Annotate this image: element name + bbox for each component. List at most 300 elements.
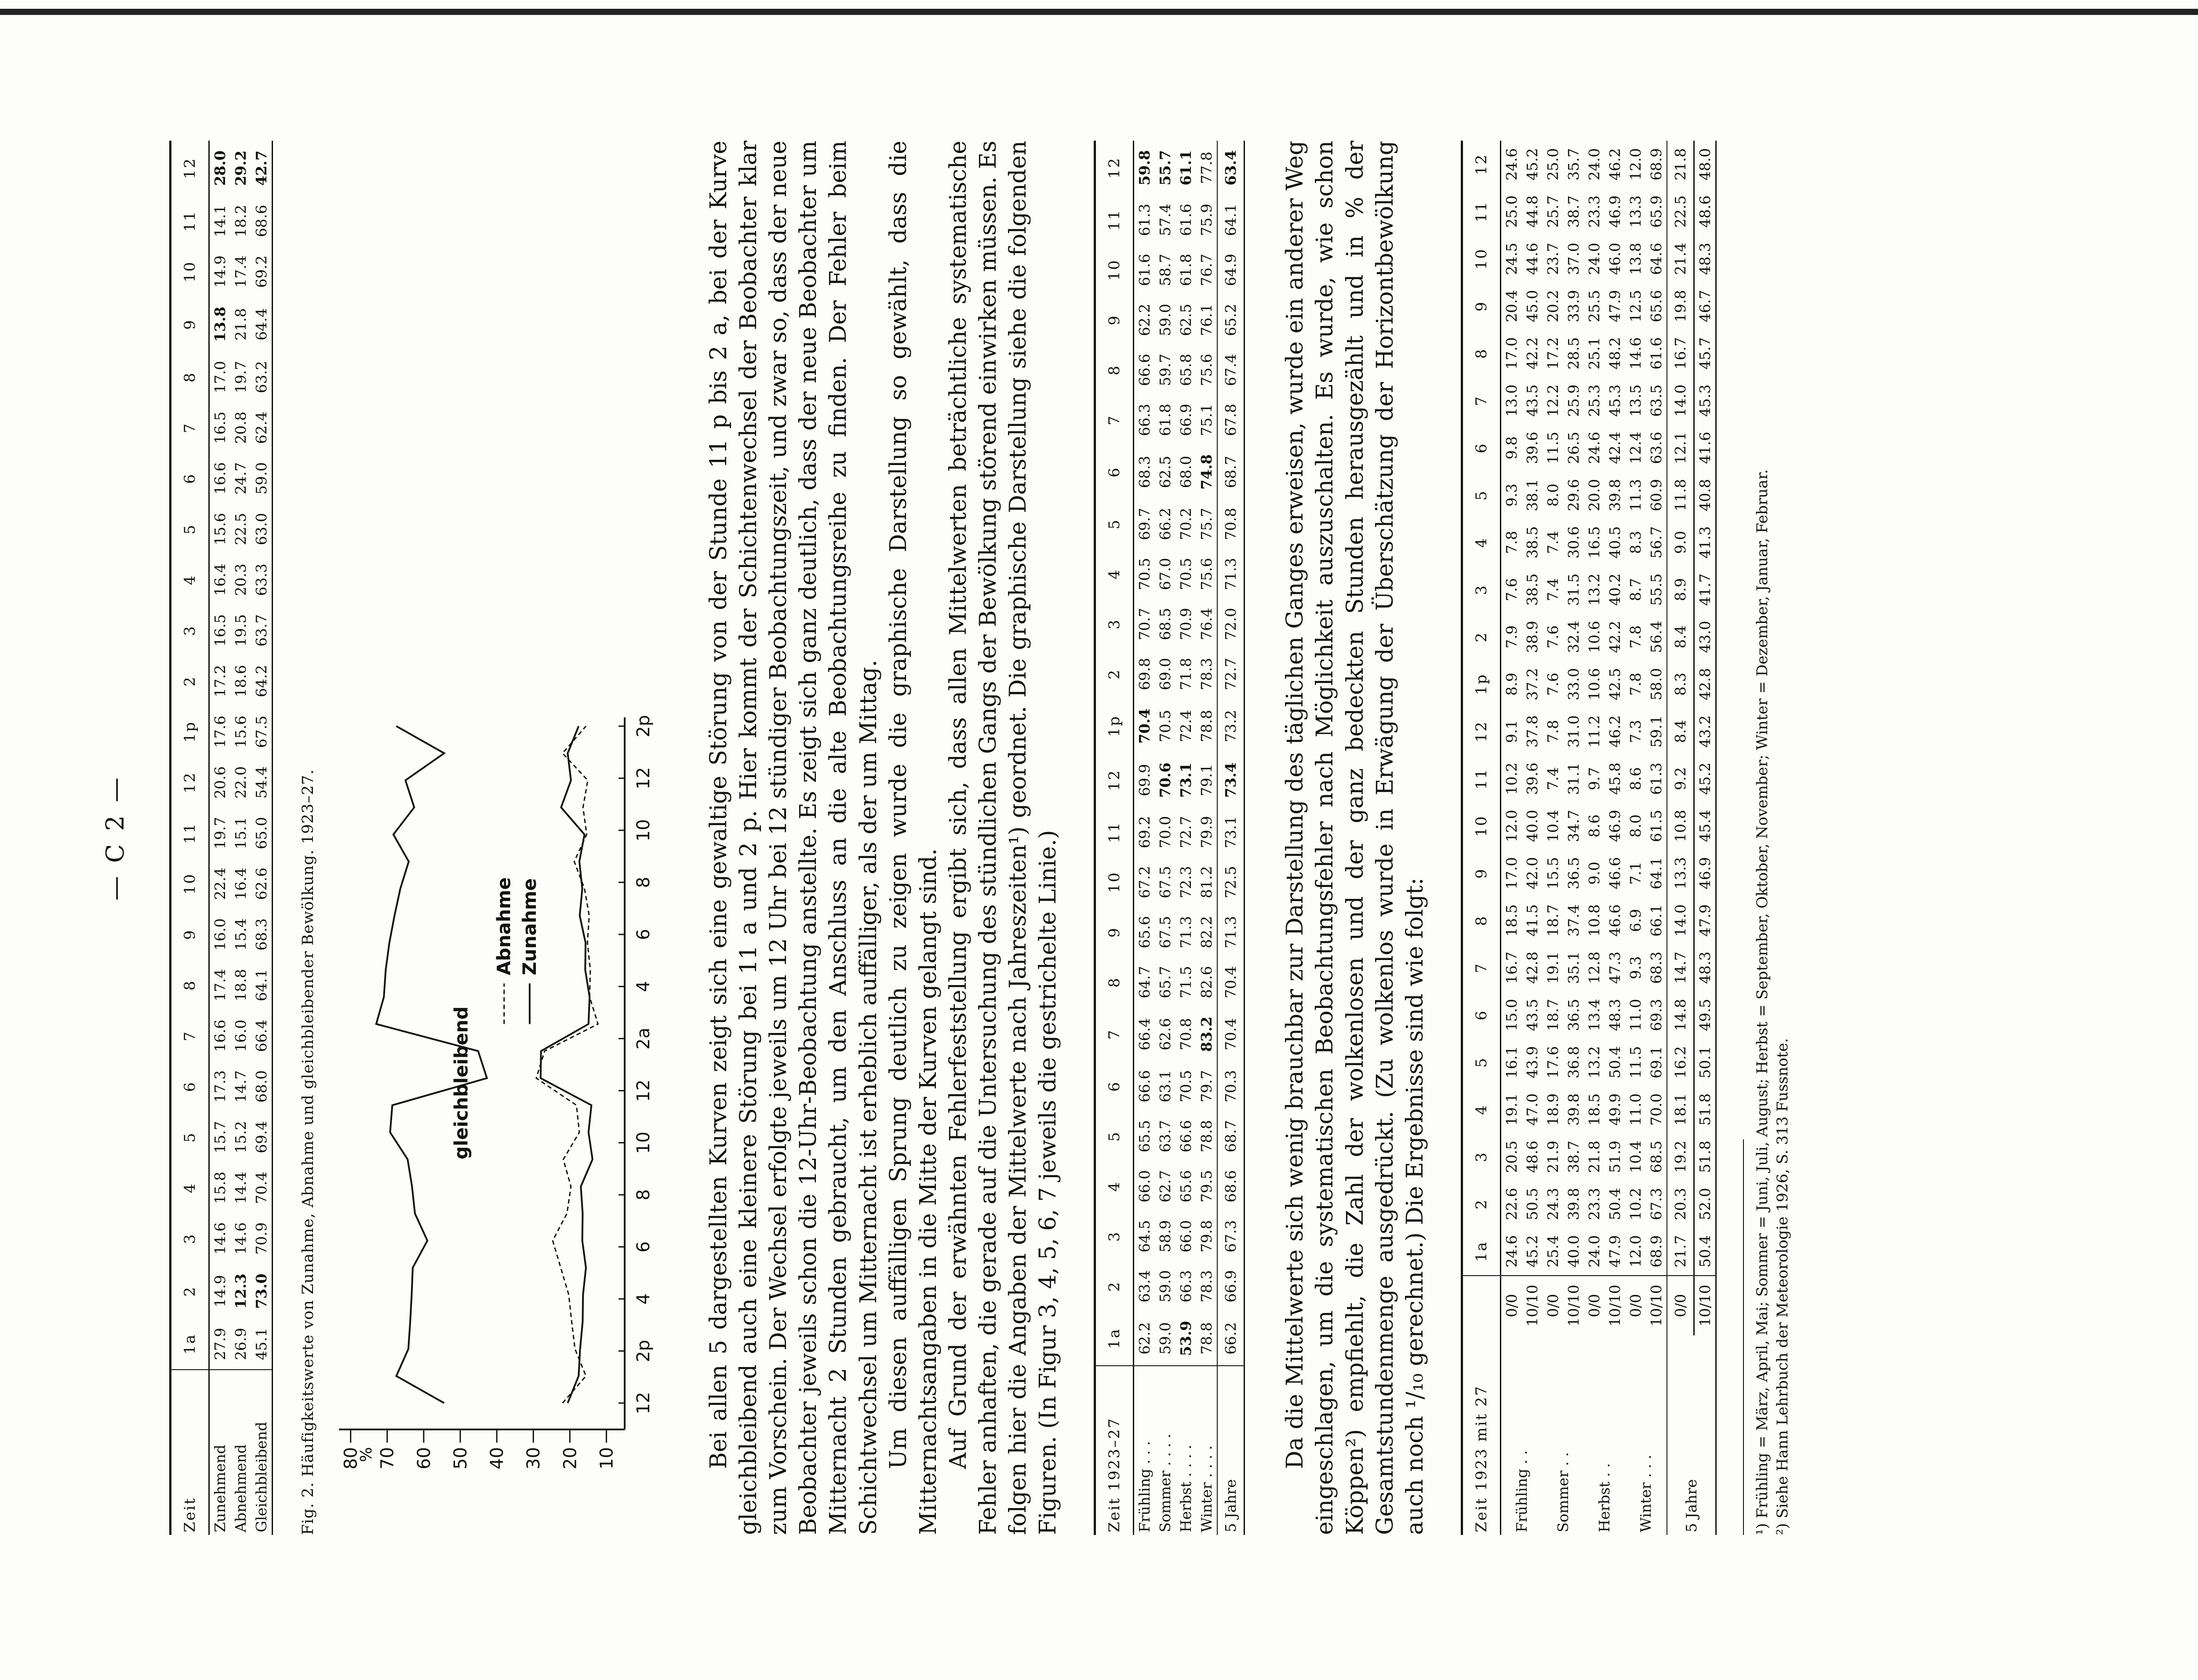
table-cell: 45.3 <box>1694 377 1716 425</box>
table-cell: 15.7 <box>211 1121 229 1153</box>
table-cell: 37.0 <box>1565 243 1582 275</box>
table-cell: 59.0 <box>1157 303 1174 336</box>
table-cell: 7.6 <box>1503 578 1520 601</box>
table-cell: 22.5 <box>232 513 249 545</box>
x-tick-label: 8 <box>633 876 654 888</box>
table-cell: 64.1 <box>251 960 273 1010</box>
row-label: Winter . . . . <box>1198 1445 1215 1532</box>
hour-header: 8 <box>171 960 209 1010</box>
table-cell: 13.0 <box>1503 384 1520 417</box>
row-label: Herbst . . . . <box>1177 1444 1195 1532</box>
table-cell: 43.9 <box>1523 1046 1541 1079</box>
hour-header: 5 <box>1095 499 1134 549</box>
table-cell: 67.2 <box>1136 866 1154 898</box>
row-label: Gleichbleibend <box>251 1370 273 1535</box>
table-cell: 16.6 <box>211 462 229 495</box>
table-cell: 14.8 <box>1667 991 1694 1039</box>
hour-header: 9 <box>171 297 209 352</box>
table-cell: 17.0 <box>1503 337 1520 370</box>
table-cell: 70.4 <box>251 1163 273 1213</box>
table-cell: 61.3 <box>1647 762 1665 795</box>
table-cell: 18.7 <box>1544 904 1561 937</box>
table-body <box>1500 141 1716 1535</box>
table-cell: 38.9 <box>1523 621 1541 653</box>
prose-block-2 <box>1280 141 1430 1535</box>
season-label: Herbst . . <box>1596 1463 1613 1532</box>
table-cell: 16.5 <box>1585 526 1603 559</box>
table-cell: 7.8 <box>1503 531 1520 554</box>
table-cell: 19.8 <box>1667 283 1694 330</box>
hour-header: 6 <box>1462 991 1500 1039</box>
table-cell: 17.0 <box>1503 857 1520 890</box>
table-cell: 63.4 <box>1136 1270 1154 1302</box>
table-cell: 54.4 <box>251 757 273 807</box>
table-cell: 69.7 <box>1136 508 1154 540</box>
hour-header: 9 <box>1095 907 1134 957</box>
table-cell: 67.5 <box>1157 866 1174 898</box>
y-tick-label: 70 <box>377 1447 398 1469</box>
table-cell: 49.9 <box>1606 1093 1623 1126</box>
season-label: Frühling . . <box>1513 1450 1531 1532</box>
table-cell: 46.9 <box>1606 810 1623 842</box>
table-cell: 76.1 <box>1198 303 1215 336</box>
x-tick-label: 4 <box>633 981 654 993</box>
hour-header: 3 <box>1095 1211 1134 1262</box>
hour-header: 12 <box>171 141 209 196</box>
table-cell: 64.4 <box>251 297 273 352</box>
table-cell: 70.5 <box>1177 1070 1195 1102</box>
table-body <box>1134 141 1245 1535</box>
table-cell: 8.0 <box>1627 814 1644 838</box>
table-cell: 69.2 <box>251 246 273 297</box>
hour-header: 5 <box>171 504 209 554</box>
hour-header: 11 <box>171 808 209 858</box>
table-cell: 47.9 <box>1605 1228 1625 1276</box>
table-cell: 61.6 <box>1136 254 1154 286</box>
table-row <box>1155 141 1175 1535</box>
sub-label: 10/10 <box>1523 1284 1541 1327</box>
table-cell: 62.4 <box>251 402 273 453</box>
table-cell: 48.3 <box>1606 999 1623 1031</box>
table-cell: 9.0 <box>1585 862 1603 885</box>
table-cell: 30.6 <box>1565 526 1582 559</box>
table-cell: 32.4 <box>1565 621 1582 653</box>
table-cell: 11.8 <box>1667 472 1694 519</box>
table-cell: 48.0 <box>1694 141 1716 188</box>
table-cell: 67.8 <box>1217 395 1245 445</box>
table-cell: 29.2 <box>232 150 249 186</box>
series-label-gleichbleibend: gleichbleibend <box>450 1006 472 1160</box>
table-cell: 73.1 <box>1177 762 1195 798</box>
table-cell: 46.9 <box>1606 195 1623 228</box>
sub-label: 10/10 <box>1647 1284 1665 1327</box>
table-cell: 45.1 <box>251 1319 273 1370</box>
table-cell: 23.3 <box>1585 1188 1603 1220</box>
table-cell: 69.1 <box>1647 1046 1665 1079</box>
x-tick-label: 6 <box>633 929 654 940</box>
y-tick-label: 10 <box>597 1447 617 1469</box>
table-cell: 72.0 <box>1217 599 1245 649</box>
row-label: 5 Jahre <box>1217 1366 1245 1535</box>
x-tick-label: 6 <box>633 1241 654 1253</box>
table-cell: 25.0 <box>1503 195 1520 228</box>
table-cell: 10.2 <box>1503 762 1520 795</box>
table-cell: 66.3 <box>1136 404 1154 436</box>
table-cell: 50.4 <box>1606 1188 1623 1220</box>
table-cell: 20.0 <box>1585 479 1603 512</box>
table-cell: 56.7 <box>1647 526 1665 559</box>
table-cell: 12.2 <box>1544 384 1561 417</box>
table-cell: 16.5 <box>211 411 229 444</box>
table-cell: 76.4 <box>1198 607 1215 640</box>
table-cell: 8.0 <box>1544 484 1561 507</box>
table-cell: 38.7 <box>1565 1140 1582 1173</box>
table-cell: 14.9 <box>211 1275 229 1308</box>
table-cell: 66.4 <box>251 1011 273 1061</box>
hour-header: 2 <box>171 656 209 706</box>
table-cell: 19.1 <box>1544 951 1561 984</box>
table-cell: 70.0 <box>1157 816 1174 848</box>
hour-header: 1a <box>171 1319 209 1370</box>
table-cell: 11.2 <box>1585 715 1603 748</box>
table-cell: 16.7 <box>1503 951 1520 984</box>
table-cell: 63.0 <box>251 504 273 554</box>
table-cell: 59.8 <box>1136 150 1154 185</box>
table-cell: 21.9 <box>1544 1140 1561 1173</box>
table-cell: 62.2 <box>1136 303 1154 336</box>
y-tick-label: 50 <box>450 1447 471 1469</box>
hour-header: 7 <box>1095 1007 1134 1061</box>
table-cell: 21.8 <box>1585 1140 1603 1173</box>
hour-header: 8 <box>1462 897 1500 944</box>
table-cell: 69.4 <box>251 1112 273 1162</box>
table-cell: 42.2 <box>1606 621 1623 653</box>
table-header-row <box>1095 141 1134 1535</box>
table-cell: 19.2 <box>1667 1133 1694 1181</box>
hour-header: 5 <box>1095 1111 1134 1161</box>
legend-label-abnahme: Abnahme <box>493 877 515 975</box>
table-cell: 20.3 <box>1667 1180 1694 1228</box>
table-cell: 83.2 <box>1198 1016 1215 1052</box>
table-cell: 18.7 <box>1544 999 1561 1031</box>
table-cell: 10.8 <box>1585 904 1603 937</box>
table-cell: 31.0 <box>1565 715 1582 748</box>
table-cell: 58.0 <box>1647 668 1665 701</box>
table-cell: 24.3 <box>1544 1188 1561 1220</box>
table-cell: 16.7 <box>1667 330 1694 377</box>
table-cell: 7.9 <box>1503 625 1520 649</box>
x-tick-label: 2a <box>633 1027 654 1050</box>
table-cell: 35.1 <box>1565 951 1582 984</box>
y-tick-label: 30 <box>524 1447 544 1469</box>
hour-header: 11 <box>1462 755 1500 803</box>
table-cell: 68.9 <box>1646 1228 1667 1276</box>
table-cell: 42.2 <box>1523 337 1541 370</box>
table-cell: 65.2 <box>1217 295 1245 345</box>
table-cell: 66.9 <box>1217 1261 1245 1311</box>
table-cell: 70.5 <box>1136 558 1154 590</box>
table-cell: 39.6 <box>1523 762 1541 795</box>
table-cell: 66.9 <box>1177 404 1195 436</box>
table-cell: 7.6 <box>1544 673 1561 696</box>
table-cell: 50.1 <box>1694 1039 1716 1086</box>
x-tick-label: 10 <box>633 1131 654 1154</box>
table-cell: 35.7 <box>1565 148 1582 181</box>
hour-header: 10 <box>1095 245 1134 295</box>
table-cell: 67.5 <box>251 706 273 757</box>
table-cell: 17.2 <box>211 665 229 698</box>
table-cell: 66.6 <box>1136 353 1154 386</box>
table-cell: 65.6 <box>1177 1170 1195 1203</box>
figure-caption: Fig. 2. Häufigkeitswerte von Zunahme, Abnahme und gleichbleibender Bewölkung. 1923–27. <box>299 769 317 1535</box>
hour-header: 2 <box>171 1264 209 1319</box>
table-cell: 78.8 <box>1198 709 1215 742</box>
table-cell: 64.2 <box>251 656 273 706</box>
legend-label-zunahme: Zunahme <box>518 878 540 975</box>
table-cell: 17.6 <box>1544 1046 1561 1079</box>
table-body <box>209 141 273 1535</box>
table-cell: 65.5 <box>1136 1120 1154 1153</box>
table-cell: 14.9 <box>211 255 229 288</box>
table-cell: 40.8 <box>1694 472 1716 519</box>
hour-header: 4 <box>171 554 209 605</box>
table-cell: 70.5 <box>1177 558 1195 590</box>
table-cell: 7.3 <box>1627 720 1644 743</box>
table-cell: 18.6 <box>232 665 249 698</box>
table-cell: 19.7 <box>232 360 249 393</box>
table-cell: 51.8 <box>1694 1133 1716 1181</box>
table-cell: 71.5 <box>1177 966 1195 999</box>
table-cell: 64.1 <box>1217 195 1245 245</box>
table-cell: 15.4 <box>232 918 249 951</box>
table-cell: 75.6 <box>1198 558 1215 590</box>
table-header-label: Zeit <box>171 1370 209 1535</box>
hour-header: 9 <box>1095 295 1134 345</box>
table-cell: 70.3 <box>1217 1061 1245 1111</box>
hour-header: 6 <box>1095 445 1134 499</box>
table-cell: 28.0 <box>211 150 229 186</box>
table-row <box>1500 141 1522 1535</box>
table-cell: 65.9 <box>1647 195 1665 228</box>
table-row <box>1625 141 1646 1535</box>
table-header-label: Zeit 1923–27 <box>1095 1366 1134 1535</box>
table-row <box>1522 141 1543 1535</box>
table-cell: 75.6 <box>1198 353 1215 386</box>
table-cell: 15.1 <box>232 817 249 849</box>
table-cell: 48.6 <box>1694 188 1716 236</box>
table-cell: 9.2 <box>1667 755 1694 803</box>
hour-header: 5 <box>171 1112 209 1162</box>
table-cell: 12.1 <box>1667 424 1694 472</box>
table-cell: 7.4 <box>1544 531 1561 554</box>
table-cell: 15.5 <box>1544 857 1561 890</box>
table-cell: 15.8 <box>211 1171 229 1204</box>
clear-overcast-table <box>1461 141 1717 1535</box>
table-cell: 73.0 <box>251 1264 273 1319</box>
table-cell: 59.1 <box>1647 715 1665 748</box>
table-cell: 18.8 <box>232 969 249 1001</box>
table-cell: 20.4 <box>1503 290 1520 323</box>
table-cell: 69.2 <box>1136 816 1154 848</box>
table-cell: 68.3 <box>1136 455 1154 488</box>
table-row <box>1134 141 1155 1535</box>
row-label: Abnehmend <box>232 1444 249 1532</box>
table-cell: 58.9 <box>1157 1220 1174 1253</box>
table-cell: 55.5 <box>1647 573 1665 606</box>
table-cell: 22.6 <box>1503 1188 1520 1220</box>
table-cell: 12.8 <box>1585 951 1603 984</box>
table-cell: 62.5 <box>1177 303 1195 336</box>
table-cell: 26.5 <box>1565 432 1582 464</box>
table-cell: 13.3 <box>1627 195 1644 228</box>
table-cell: 9.0 <box>1667 519 1694 566</box>
table-cell: 42.0 <box>1523 857 1541 890</box>
x-tick-label: 12 <box>633 767 654 789</box>
table-cell: 43.5 <box>1523 999 1541 1031</box>
table-cell: 46.7 <box>1694 283 1716 330</box>
table-cell: 70.6 <box>1157 762 1174 798</box>
table-cell: 16.6 <box>211 1019 229 1052</box>
table-cell: 76.7 <box>1198 254 1215 286</box>
table-cell: 69.0 <box>1157 658 1174 691</box>
hour-header: 1p <box>171 706 209 757</box>
table-cell: 79.7 <box>1198 1070 1215 1102</box>
table-cell: 27.9 <box>209 1319 231 1370</box>
table-cell: 13.3 <box>1667 850 1694 897</box>
table-cell: 6.9 <box>1627 909 1644 932</box>
table-cell: 50.4 <box>1606 1046 1623 1079</box>
table-row <box>1175 141 1196 1535</box>
y-tick-label: 40 <box>487 1447 508 1469</box>
table-cell: 50.4 <box>1694 1228 1716 1276</box>
table-cell: 14.0 <box>1667 377 1694 425</box>
table-row <box>1646 141 1667 1535</box>
table-cell: 8.4 <box>1667 708 1694 755</box>
x-tick-label: 2p <box>633 1340 654 1362</box>
table-cell: 45.7 <box>1694 330 1716 377</box>
hour-header: 2 <box>1462 613 1500 661</box>
table-cell: 24.0 <box>1585 148 1603 181</box>
table-cell: 66.6 <box>1177 1120 1195 1153</box>
table-cell: 19.7 <box>211 817 229 849</box>
table-cell: 59.0 <box>1157 1270 1174 1302</box>
table-cell: 22.4 <box>211 867 229 900</box>
table-cell: 16.0 <box>232 1019 249 1052</box>
table-cell: 65.6 <box>1647 290 1665 323</box>
table-cell: 24.6 <box>1585 432 1603 464</box>
table-cell: 7.1 <box>1627 862 1644 885</box>
hour-header: 11 <box>1462 188 1500 236</box>
table-row <box>1543 141 1563 1535</box>
table-cell: 63.6 <box>1647 432 1665 464</box>
table-cell: 12.0 <box>1625 1228 1646 1276</box>
table-cell: 21.8 <box>1667 141 1694 188</box>
table-cell: 45.2 <box>1523 148 1541 181</box>
table-cell: 15.6 <box>232 715 249 748</box>
seasonal-mean-table <box>1094 141 1245 1535</box>
table-cell: 17.3 <box>211 1070 229 1103</box>
hour-header: 11 <box>171 196 209 246</box>
sub-label: 0/0 <box>1627 1294 1644 1317</box>
table-cell: 73.1 <box>1217 807 1245 857</box>
table-cell: 64.9 <box>1217 245 1245 295</box>
table-cell: 21.8 <box>232 308 249 341</box>
table-cell: 19.1 <box>1503 1093 1520 1126</box>
table-cell: 79.5 <box>1198 1170 1215 1203</box>
x-tick-label: 12 <box>633 1079 654 1102</box>
table-cell: 21.7 <box>1667 1228 1694 1276</box>
table-cell: 18.1 <box>1667 1086 1694 1133</box>
table-row <box>1584 141 1605 1535</box>
hour-header: 3 <box>1095 599 1134 649</box>
table-cell: 8.9 <box>1667 566 1694 614</box>
table-cell: 14.7 <box>232 1070 249 1103</box>
table-cell: 74.8 <box>1198 454 1215 490</box>
table-cell: 44.6 <box>1523 243 1541 275</box>
table-cell: 33.0 <box>1565 668 1582 701</box>
table-cell: 8.3 <box>1627 531 1644 554</box>
table-cell: 42.7 <box>251 141 273 196</box>
table-cell: 26.9 <box>230 1319 251 1370</box>
hour-header: 7 <box>1462 377 1500 425</box>
hour-header: 11 <box>1095 195 1134 245</box>
table-cell: 12.4 <box>1627 432 1644 464</box>
table-cell: 46.0 <box>1606 243 1623 275</box>
table-cell: 65.0 <box>251 808 273 858</box>
table-cell: 68.0 <box>251 1061 273 1112</box>
hour-header: 12 <box>1462 708 1500 755</box>
table-cell: 18.2 <box>232 204 249 237</box>
table-cell: 71.3 <box>1217 549 1245 599</box>
table-cell: 8.7 <box>1627 578 1644 601</box>
table-cell: 9.3 <box>1503 484 1520 507</box>
table-cell: 24.5 <box>1503 243 1520 275</box>
table-cell: 70.0 <box>1647 1093 1665 1126</box>
table-cell: 7.8 <box>1627 625 1644 649</box>
table-cell: 18.9 <box>1544 1093 1561 1126</box>
table-cell: 41.3 <box>1694 519 1716 566</box>
table-cell: 73.4 <box>1217 753 1245 807</box>
table-cell: 41.5 <box>1523 904 1541 937</box>
hour-header: 1p <box>1462 661 1500 708</box>
table-cell: 60.9 <box>1647 479 1665 512</box>
table-cell: 20.2 <box>1544 290 1561 323</box>
table-header-row <box>171 141 209 1535</box>
table-cell: 24.6 <box>1503 148 1520 181</box>
table-cell: 18.5 <box>1503 904 1520 937</box>
table-cell: 46.2 <box>1606 148 1623 181</box>
table-cell: 79.8 <box>1198 1220 1215 1253</box>
hour-header: 2 <box>1462 1180 1500 1228</box>
table-cell: 64.1 <box>1647 857 1665 890</box>
sub-label: 10/10 <box>1606 1284 1623 1327</box>
hour-header: 4 <box>171 1163 209 1213</box>
table-cell: 68.3 <box>251 909 273 960</box>
table-cell: 61.1 <box>1177 150 1195 185</box>
table-cell: 42.8 <box>1694 661 1716 708</box>
table-cell: 45.2 <box>1522 1228 1543 1276</box>
table-cell: 21.4 <box>1667 235 1694 283</box>
table-cell: 7.4 <box>1544 578 1561 601</box>
row-label: Zunehmend <box>211 1444 229 1532</box>
table-cell: 9.1 <box>1503 720 1520 743</box>
table-cell: 75.9 <box>1198 204 1215 236</box>
hour-header: 7 <box>1095 395 1134 445</box>
table-cell: 10.2 <box>1627 1188 1644 1220</box>
table-cell: 66.3 <box>1177 1270 1195 1302</box>
hour-header: 6 <box>171 1061 209 1112</box>
table-cell: 39.6 <box>1523 432 1541 464</box>
